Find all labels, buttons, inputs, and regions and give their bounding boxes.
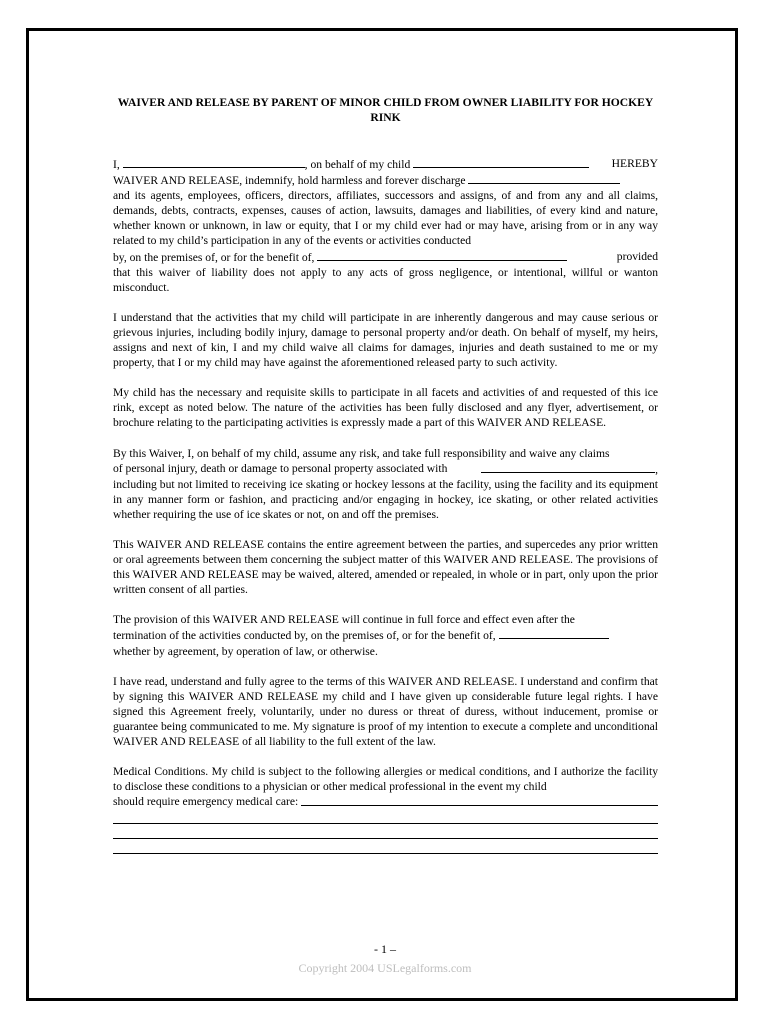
benefit-party-blank[interactable]	[317, 249, 567, 261]
text-comma: ,	[655, 462, 658, 476]
line-survival-2	[113, 627, 658, 643]
text-medical: Medical Conditions. My child is subject to the following allergies or medical conditions, and I authorize the facility to disclose these conditions to a physician or other medical professional in the event my child	[113, 765, 658, 794]
text-on-behalf: , on behalf of my child	[304, 158, 411, 171]
document-body	[113, 156, 658, 854]
paragraph-acknowledgment: I have read, understand and fully agree to the terms of this WAIVER AND RELEASE. I understand and confirm that by signing this WAIVER AND RELEASE my child and I have given up considerable future legal rights. I have signed this Agreement freely, voluntarily, under no duress or threat of duress, without inducement, promise or guarantee being communicated to me. My signature is proof of my intention to execute a complete and unconditional WAIVER AND RELEASE of all liability to the full extent of the law.	[113, 674, 658, 748]
line-release-2	[113, 172, 658, 188]
line-associated-with	[113, 461, 658, 477]
line-release-benefit	[113, 249, 658, 265]
text-provided: provided	[616, 249, 658, 263]
text-release-tail: that this waiver of liability does not apply to any acts of gross negligence, or intentional, willful or wanton misconduct.	[113, 265, 658, 294]
activity-blank[interactable]	[481, 461, 655, 473]
text-benefit-of: by, on the premises of, or for the benefit of,	[113, 250, 315, 264]
text-discharge: WAIVER AND RELEASE, indemnify, hold harmless and forever discharge	[113, 174, 466, 188]
released-party-blank[interactable]	[468, 172, 620, 184]
copyright-notice: Copyright 2004 USLegalforms.com	[298, 961, 472, 975]
paragraph-assume-risk	[113, 446, 658, 522]
text-i: I,	[113, 158, 120, 171]
medical-line-3[interactable]	[113, 839, 658, 854]
survival-party-blank[interactable]	[499, 627, 609, 639]
line-release-1	[113, 156, 658, 172]
text-associated-with: of personal injury, death or damage to personal property associated with	[113, 461, 448, 475]
text-emergency-care: should require emergency medical care:	[113, 795, 299, 809]
line-medical-last	[113, 794, 658, 809]
text-survival-1: The provision of this WAIVER AND RELEASE will continue in full force and effect even after the	[113, 613, 575, 627]
paragraph-survival	[113, 612, 658, 658]
page-number: - 1 –	[374, 942, 396, 956]
medical-line-1[interactable]	[113, 809, 658, 824]
paragraph-skills: My child has the necessary and requisite skills to participate in all facets and activities of and requested of this ice rink, except as noted below. The nature of the activities has been fully disclosed and any flyer, advertisement, or brochure relating to the participating activities is expressly made a part of this WAIVER AND RELEASE.	[113, 386, 658, 430]
paragraph-medical	[113, 764, 658, 854]
text-survival-3: whether by agreement, by operation of law, or otherwise.	[113, 644, 378, 658]
paragraph-release	[113, 156, 658, 295]
text-assume-risk-1: By this Waiver, I, on behalf of my child, assume any risk, and take full responsibility and waive any claims	[113, 446, 610, 460]
child-name-blank[interactable]	[413, 156, 589, 168]
text-survival-2: termination of the activities conducted by, on the premises of, or for the benefit of,	[113, 629, 496, 643]
parent-name-blank[interactable]	[123, 156, 305, 168]
text-assume-risk-rest: including but not limited to receiving ice skating or hockey lessons at the facility, using the facility and its equipment in any manner form or fashion, and practicing and/or engaging in hockey, ice skating, or other related activities whether requiring the use of ice skates or not, on and off the premises.	[113, 477, 658, 521]
paragraph-entire-agreement: This WAIVER AND RELEASE contains the entire agreement between the parties, and supercedes any prior written or oral agreements between them concerning the subject matter of this WAIVER AND RELEASE. The provisions of this WAIVER AND RELEASE may be waived, altered, amended or repealed, in whole or in part, only upon the prior written consent of all parties.	[113, 537, 658, 597]
paragraph-risk: I understand that the activities that my child will participate in are inherently dangerous and may cause serious or grievous injuries, including bodily injury, damage to personal property and/or death. On behalf of myself, my heirs, assigns and next of kin, I and my child waive all claims for damages, injuries and death sustained to me or my property, that I or my child may have against the aforementioned released party to such activity.	[113, 310, 658, 370]
text-release-body: and its agents, employees, officers, directors, affiliates, successors and assigns, of and from any and all claims, demands, debts, contracts, expenses, causes of action, lawsuits, damages and liabilities, of every kind and nature, whether known or unknown, in law or equity, that I or my child ever had or may have, arising from or in any way related to my child’s participation in any of the events or activities conducted	[113, 189, 658, 248]
text-hereby: HEREBY	[611, 157, 658, 170]
medical-line-2[interactable]	[113, 824, 658, 839]
document-title: WAIVER AND RELEASE BY PARENT OF MINOR CHILD FROM OWNER LIABILITY FOR HOCKEY RINK	[117, 96, 654, 124]
medical-conditions-blank[interactable]	[301, 794, 658, 806]
